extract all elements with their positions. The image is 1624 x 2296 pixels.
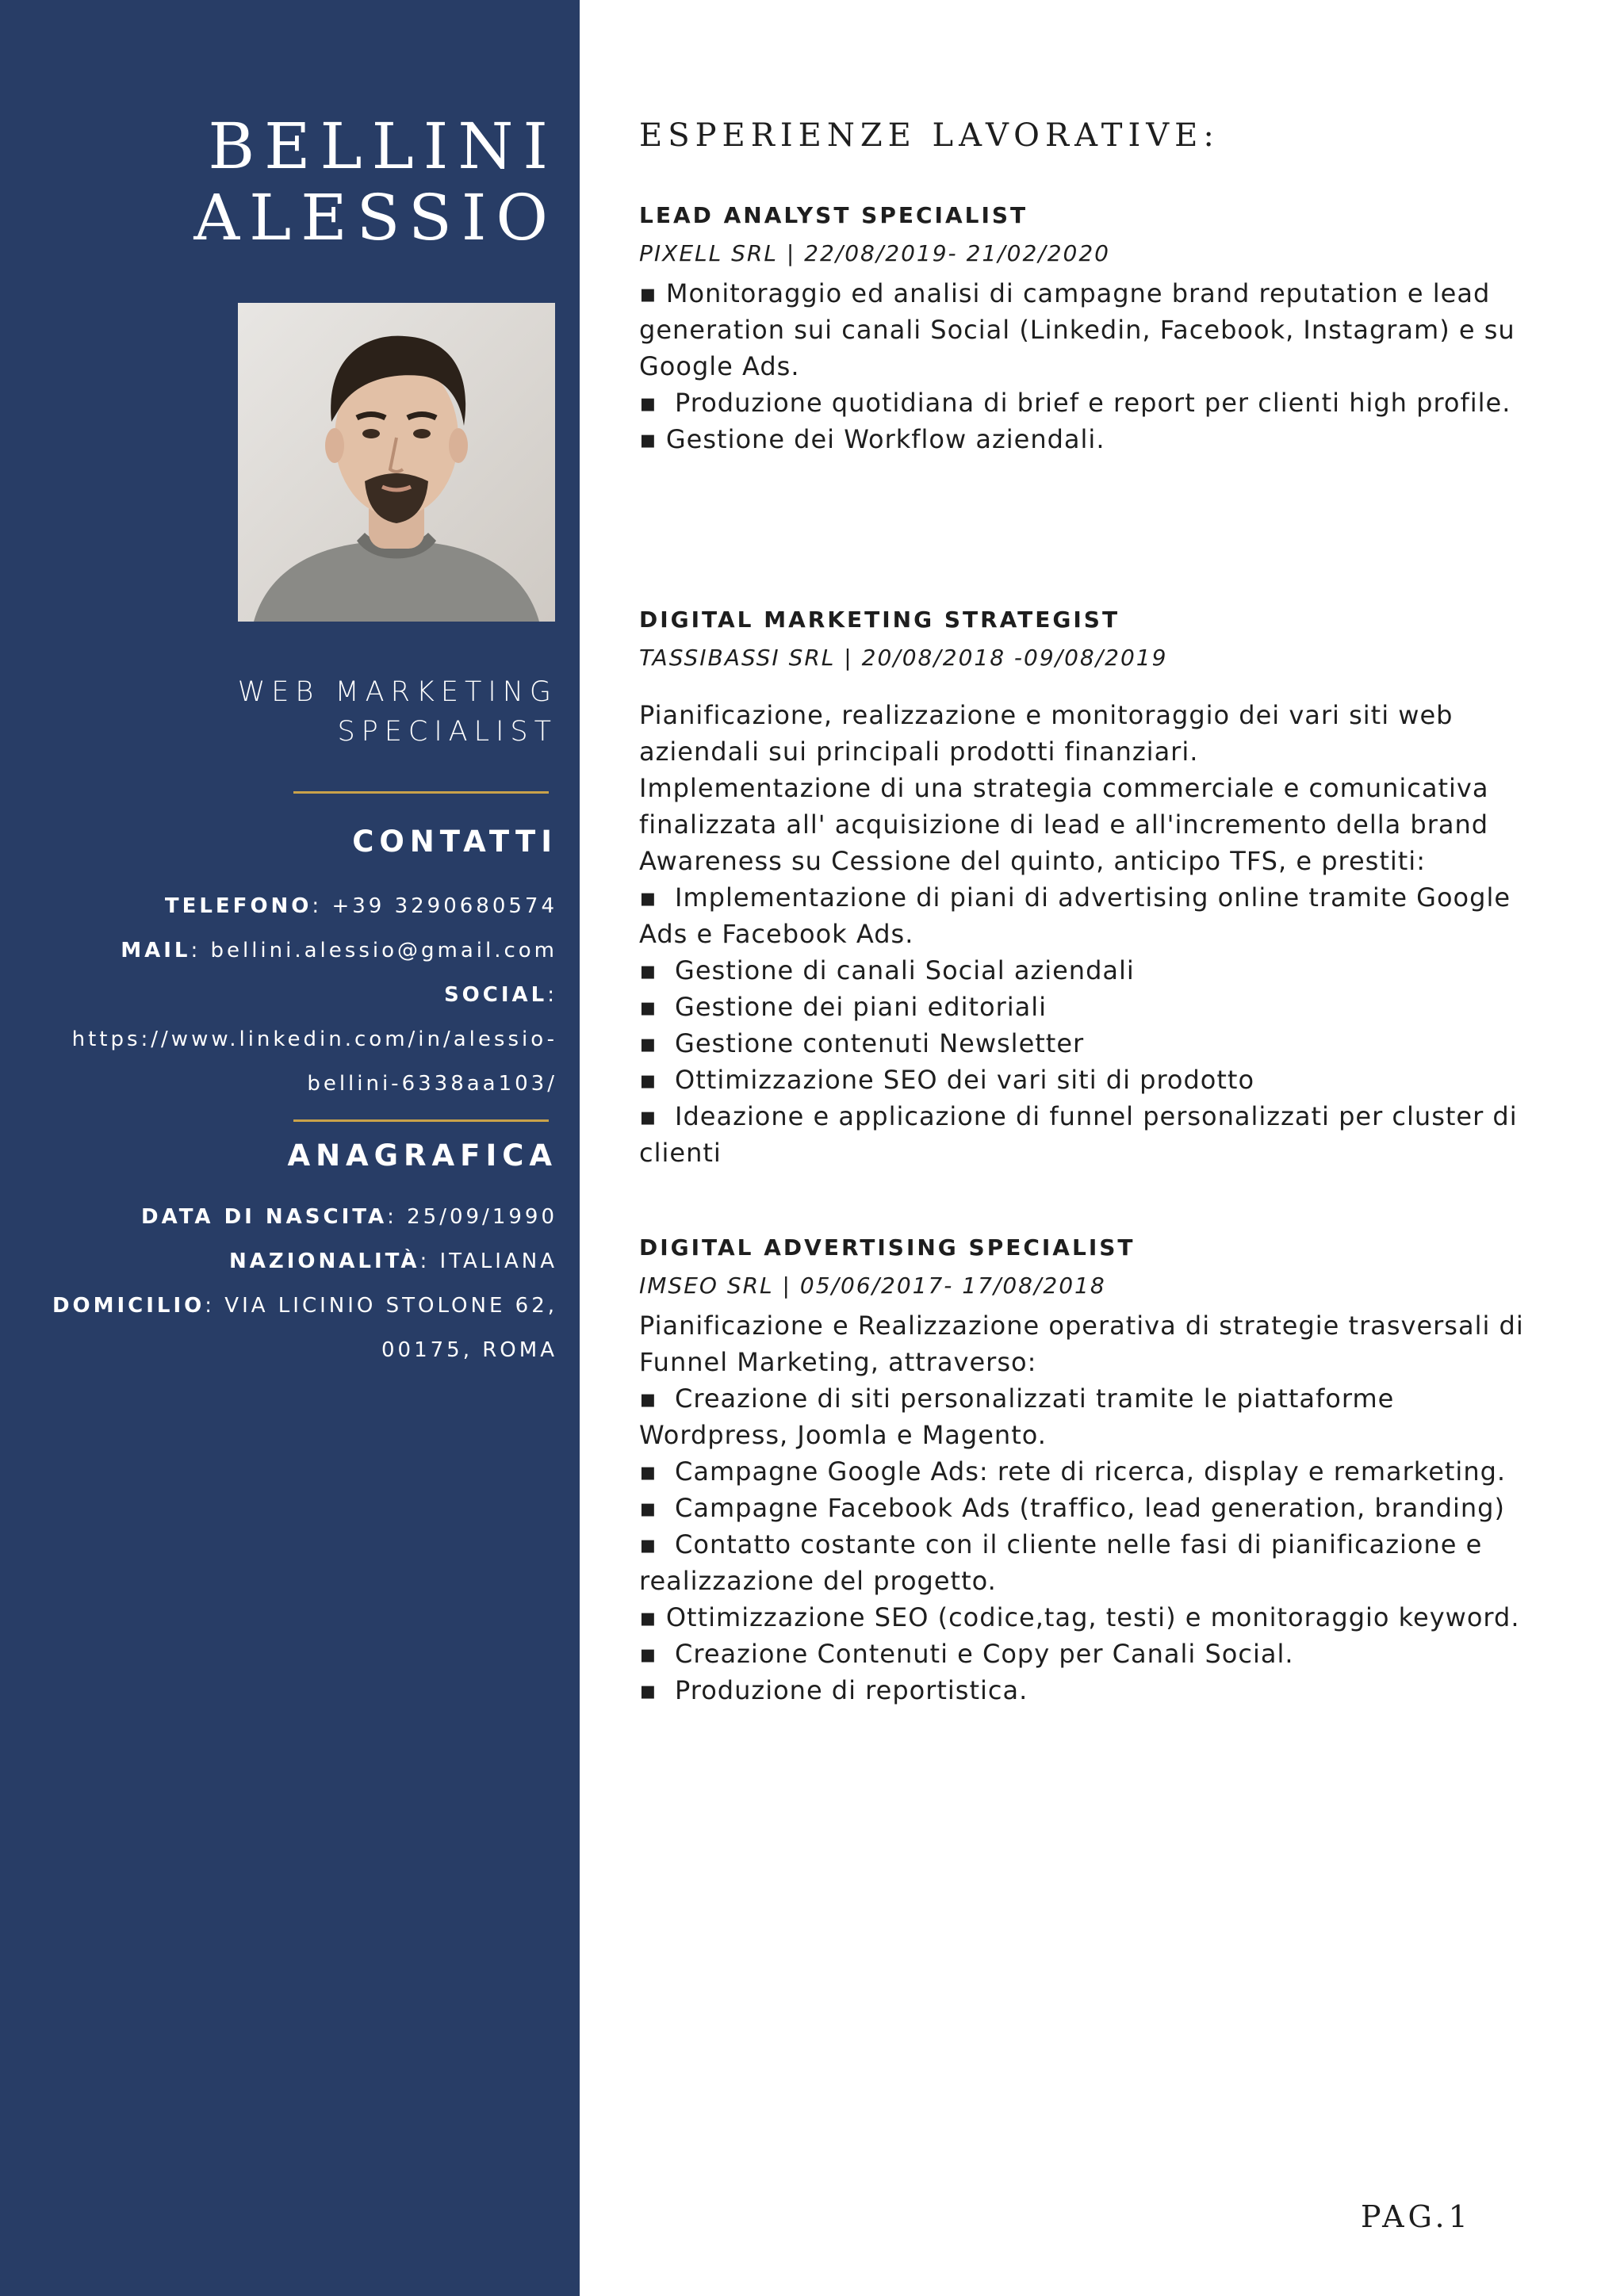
job-line: Implementazione di una strategia commerciale e comunicativa: [639, 773, 1489, 803]
job-line: ▪ Gestione contenuti Newsletter: [639, 1028, 1085, 1058]
job-title: LEAD ANALYST SPECIALIST: [639, 202, 1028, 228]
job-line: clienti: [639, 1138, 722, 1168]
divider-1: [293, 791, 549, 794]
anagrafica-heading: ANAGRAFICA: [287, 1138, 557, 1173]
birth-label: DATA DI NASCITA: [141, 1205, 388, 1229]
job-entry-2: [639, 603, 1591, 1171]
social-link-line2: bellini-6338aa103/: [307, 1072, 557, 1096]
birth-row: [52, 1195, 557, 1239]
name-block: [193, 111, 557, 254]
profile-photo: [238, 303, 555, 622]
job-line: ▪ Creazione Contenuti e Copy per Canali Social.: [639, 1639, 1294, 1669]
phone-value: : +39 3290680574: [312, 894, 557, 918]
home-value-line1: : VIA LICINIO STOLONE 62,: [205, 1294, 557, 1318]
contacts-block: [72, 884, 557, 1106]
nationality-row: [52, 1239, 557, 1284]
nationality-value: : ITALIANA: [419, 1249, 557, 1273]
job-line: ▪ Produzione di reportistica.: [639, 1675, 1028, 1705]
job-description: [639, 1307, 1591, 1709]
job-title-line2: SPECIALIST: [337, 716, 557, 748]
job-line: ▪ Ottimizzazione SEO dei vari siti di prodotto: [639, 1065, 1255, 1095]
job-line: ▪ Ottimizzazione SEO (codice,tag, testi) e monitoraggio keyword.: [639, 1602, 1520, 1632]
job-line: ▪ Campagne Google Ads: rete di ricerca, display e remarketing.: [639, 1456, 1507, 1487]
portrait-image: [238, 303, 555, 622]
job-line: ▪ Gestione di canali Social aziendali: [639, 955, 1135, 985]
job-line: Wordpress, Joomla e Magento.: [639, 1420, 1047, 1450]
phone-row: [72, 884, 557, 928]
job-company: PIXELL SRL | 22/08/2019- 21/02/2020: [639, 240, 1110, 266]
job-title: DIGITAL MARKETING STRATEGIST: [639, 607, 1120, 633]
job-description: [639, 275, 1591, 457]
job-title-block: [238, 672, 557, 752]
job-line: realizzazione del progetto.: [639, 1566, 997, 1596]
job-line: ▪ Creazione di siti personalizzati tramite le piattaforme: [639, 1383, 1395, 1414]
contacts-heading: CONTATTI: [352, 825, 557, 859]
social-row: [72, 973, 557, 1017]
nationality-label: NAZIONALITÀ: [228, 1249, 420, 1273]
job-company: IMSEO SRL | 05/06/2017- 17/08/2018: [639, 1272, 1106, 1299]
job-title: DIGITAL ADVERTISING SPECIALIST: [639, 1234, 1136, 1261]
job-line: Pianificazione e Realizzazione operativa di strategie trasversali di: [639, 1311, 1524, 1341]
job-line: ▪ Implementazione di piani di advertising online tramite Google: [639, 882, 1511, 913]
job-title-line1: WEB MARKETING: [237, 676, 557, 708]
anagrafica-block: [52, 1195, 557, 1372]
job-description: [639, 697, 1591, 1171]
surname: BELLINI: [208, 109, 557, 183]
job-line: Ads e Facebook Ads.: [639, 919, 914, 949]
social-separator: :: [547, 983, 557, 1007]
social-label: SOCIAL: [443, 983, 548, 1007]
job-line: ▪ Campagne Facebook Ads (traffico, lead generation, branding): [639, 1493, 1505, 1523]
birth-value: : 25/09/1990: [387, 1205, 557, 1229]
social-link-line1: https://www.linkedin.com/in/alessio-: [71, 1027, 557, 1051]
job-line: generation sui canali Social (Linkedin, Facebook, Instagram) e su: [639, 315, 1515, 345]
job-line: finalizzata all' acquisizione di lead e all'incremento della brand: [639, 809, 1489, 840]
job-line: ▪ Produzione quotidiana di brief e report per clienti high profile.: [639, 388, 1511, 418]
first-name: ALESSIO: [193, 181, 557, 254]
job-line: Awareness su Cessione del quinto, anticipo TFS, e prestiti:: [639, 846, 1426, 876]
mail-row: [72, 928, 557, 973]
job-line: Google Ads.: [639, 351, 800, 381]
mail-value: : bellini.alessio@gmail.com: [190, 939, 557, 962]
job-line: ▪ Gestione dei piani editoriali: [639, 992, 1048, 1022]
sidebar: [0, 0, 580, 2296]
job-line: Funnel Marketing, attraverso:: [639, 1347, 1037, 1377]
job-line: ▪ Monitoraggio ed analisi di campagne brand reputation e lead: [639, 278, 1491, 308]
job-line: ▪ Contatto costante con il cliente nelle fasi di pianificazione e: [639, 1529, 1483, 1559]
home-label: DOMICILIO: [52, 1294, 205, 1318]
job-line: ▪ Ideazione e applicazione di funnel personalizzati per cluster di: [639, 1101, 1518, 1131]
divider-2: [293, 1119, 549, 1122]
page-number: PAG.1: [1361, 2199, 1472, 2234]
experience-heading: ESPERIENZE LAVORATIVE:: [639, 117, 1220, 154]
phone-label: TELEFONO: [164, 894, 312, 918]
mail-label: MAIL: [121, 939, 191, 962]
home-row: [52, 1284, 557, 1328]
job-line: aziendali sui principali prodotti finanziari.: [639, 737, 1199, 767]
home-value-line2: 00175, ROMA: [381, 1338, 557, 1362]
job-entry-1: [639, 199, 1591, 457]
job-line: Pianificazione, realizzazione e monitoraggio dei vari siti web: [639, 700, 1454, 730]
job-company: TASSIBASSI SRL | 20/08/2018 -09/08/2019: [639, 645, 1168, 671]
job-line: ▪ Gestione dei Workflow aziendali.: [639, 424, 1105, 454]
job-entry-3: [639, 1231, 1591, 1709]
